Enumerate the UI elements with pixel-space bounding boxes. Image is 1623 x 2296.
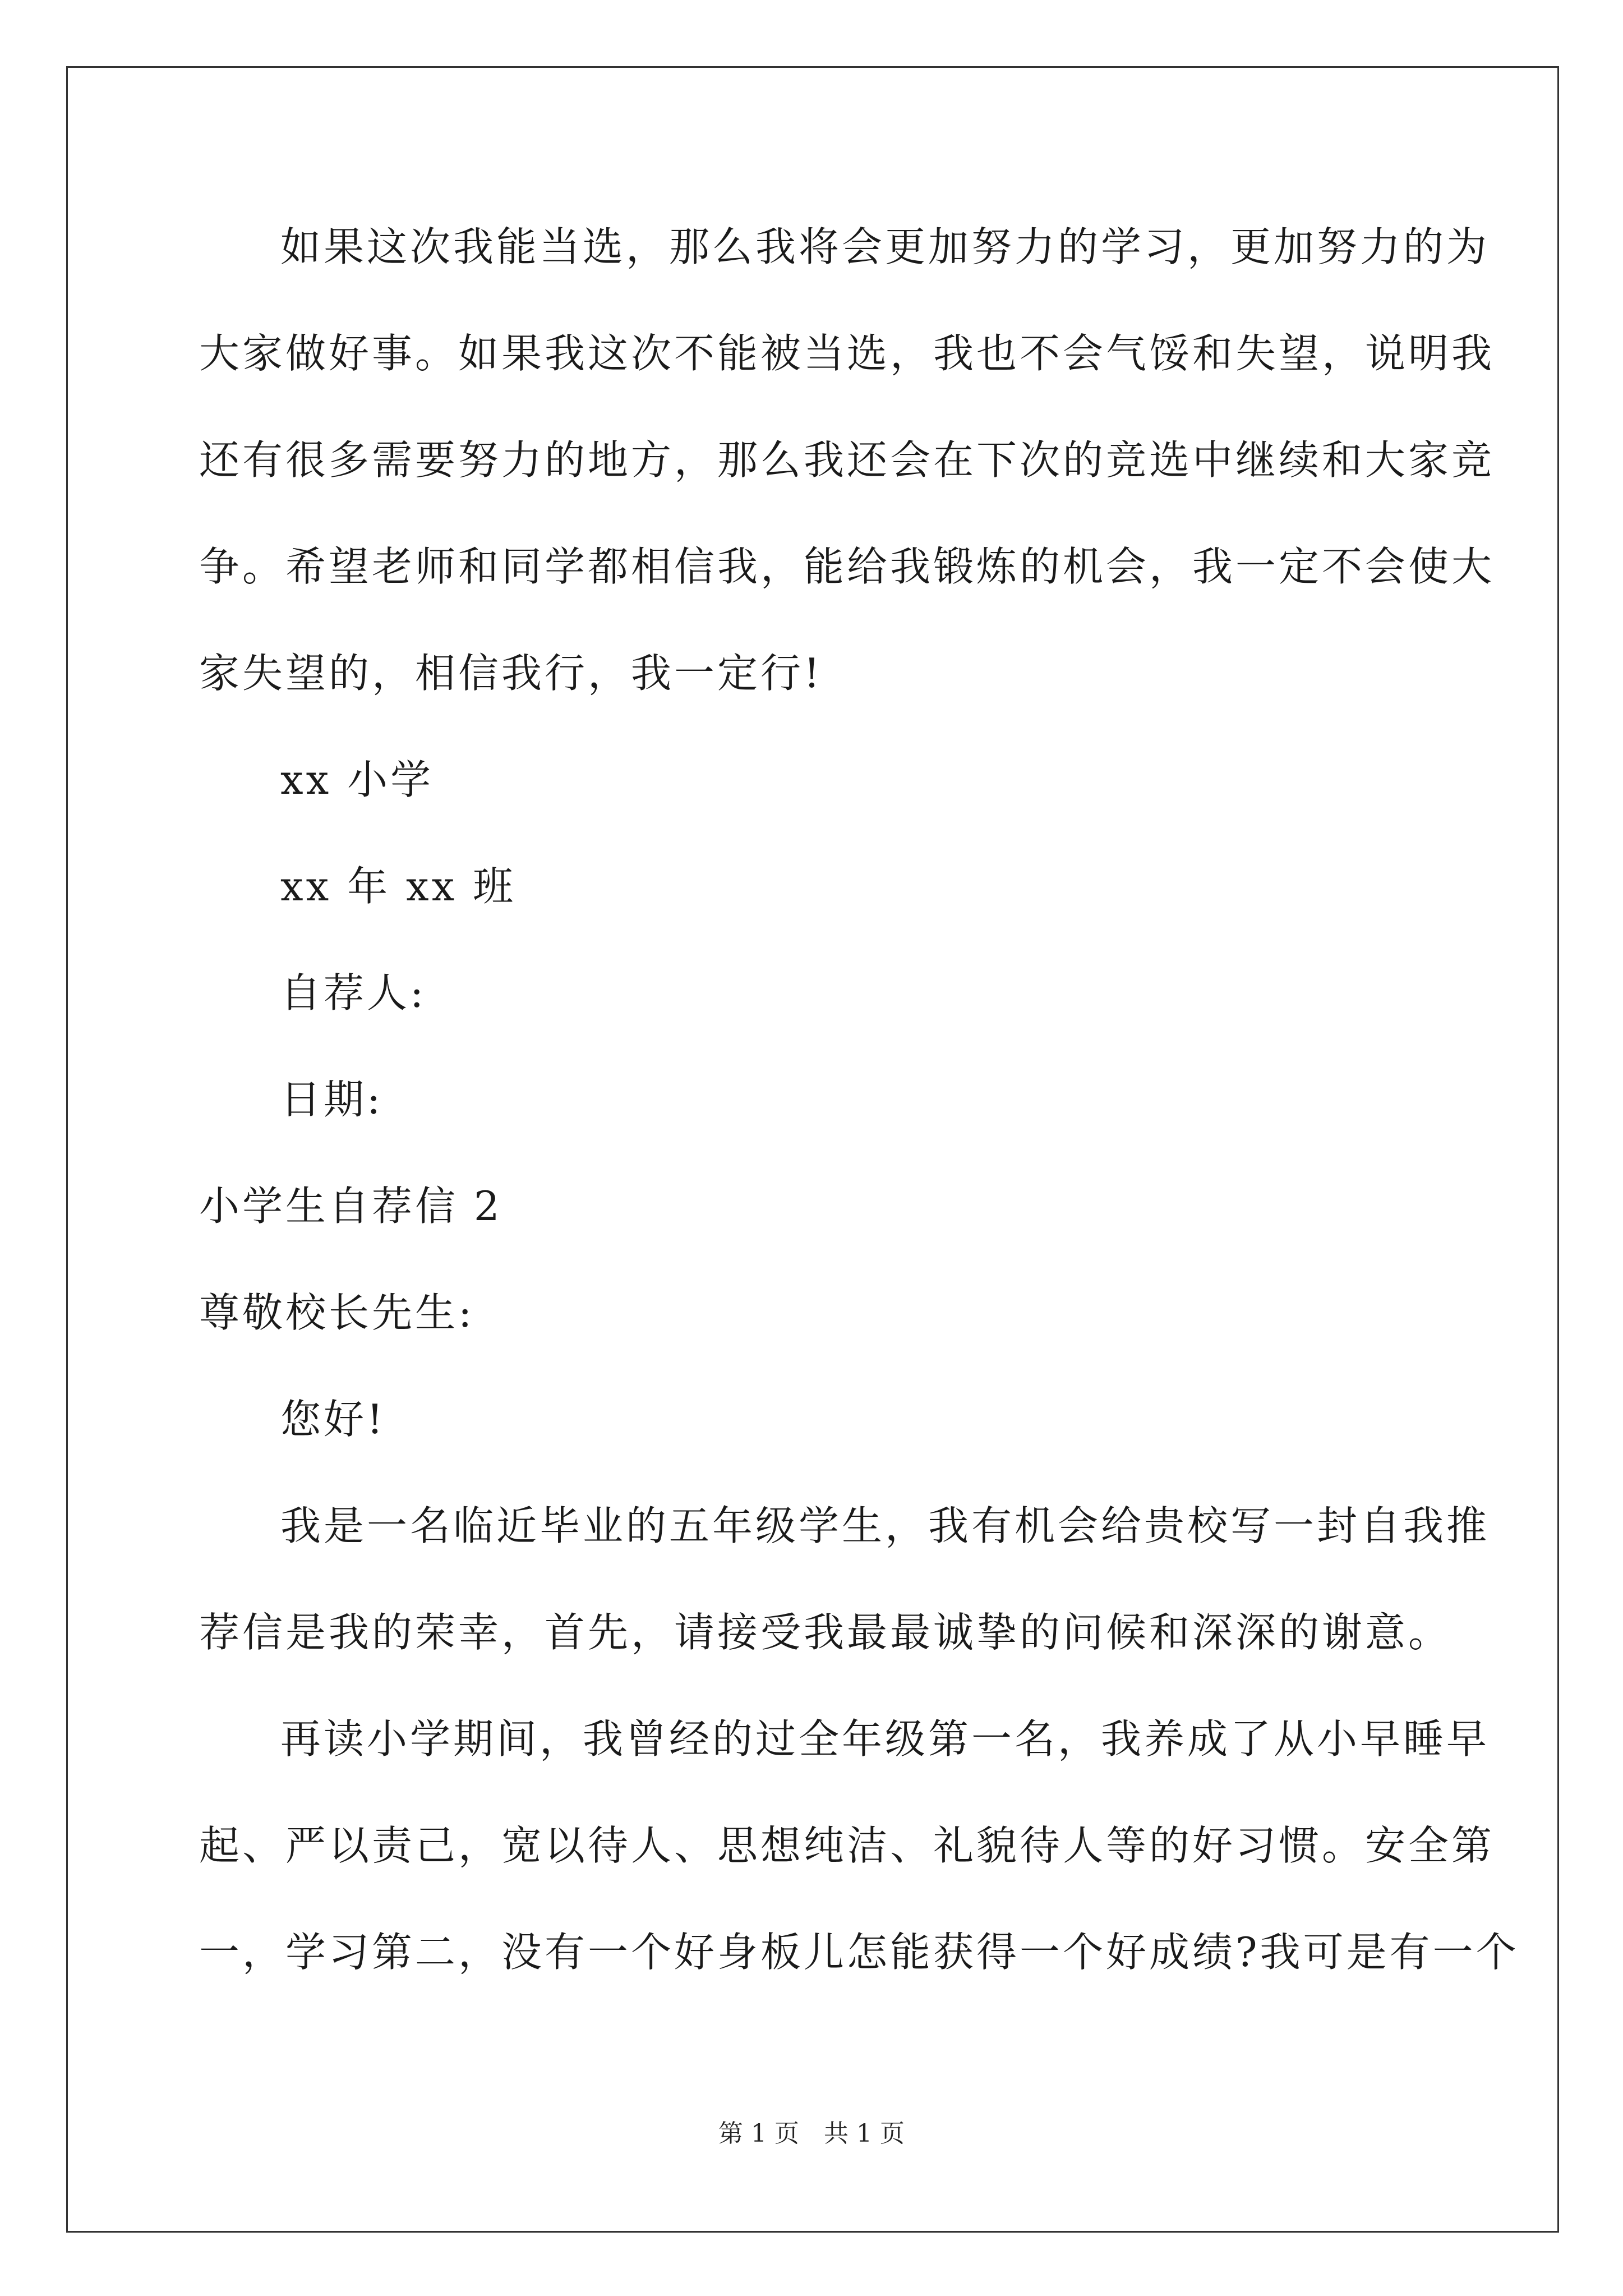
letter-heading: 小学生自荐信 2 xyxy=(199,1182,502,1230)
date-label: 日期: xyxy=(280,1076,384,1123)
class-name: xx 年 xx 班 xyxy=(280,863,517,910)
paragraph-line: 再读小学期间，我曾经的过全年级第一名，我养成了从小早睡早 xyxy=(280,1715,1490,1763)
paragraph-line: 荐信是我的荣幸，首先，请接受我最最诚挚的问候和深深的谢意。 xyxy=(199,1609,1452,1656)
paragraph-line: 一，学习第二，没有一个好身板儿怎能获得一个好成绩?我可是有一个 xyxy=(199,1929,1519,1976)
paragraph-line: 起、严以责己，宽以待人、思想纯洁、礼貌待人等的好习惯。安全第 xyxy=(199,1822,1495,1869)
salutation: 尊敬校长先生: xyxy=(199,1289,475,1336)
signature-label: 自荐人: xyxy=(280,969,427,1016)
paragraph-line: 如果这次我能当选，那么我将会更加努力的学习，更加努力的为 xyxy=(280,223,1490,270)
paragraph-line: 我是一名临近毕业的五年级学生，我有机会给贵校写一封自我推 xyxy=(280,1502,1490,1549)
page-footer: 第 1 页 共 1 页 xyxy=(718,2119,905,2148)
page-border xyxy=(66,66,1559,2233)
paragraph-line: 还有很多需要努力的地方，那么我还会在下次的竞选中继续和大家竞 xyxy=(199,436,1495,484)
paragraph-line: 大家做好事。如果我这次不能被当选，我也不会气馁和失望，说明我 xyxy=(199,330,1495,377)
greeting: 您好! xyxy=(280,1396,386,1443)
paragraph-line: 家失望的，相信我行，我一定行! xyxy=(199,650,823,697)
school-name: xx 小学 xyxy=(280,756,434,803)
paragraph-line: 争。希望老师和同学都相信我，能给我锻炼的机会，我一定不会使大 xyxy=(199,543,1495,590)
